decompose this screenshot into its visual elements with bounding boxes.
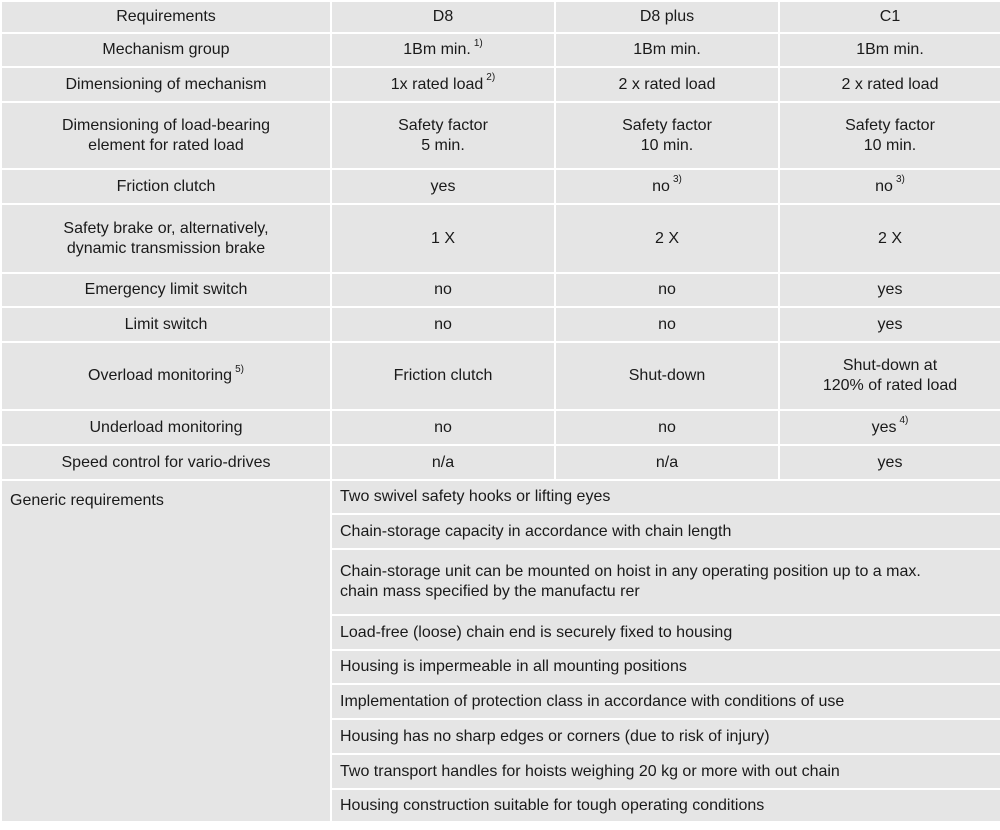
d8-plus-cell <box>555 307 779 342</box>
header-c1: C1 <box>779 1 1000 33</box>
cell-line <box>560 174 774 197</box>
row-label-cell <box>1 33 331 67</box>
d8-cell <box>331 204 555 273</box>
cell-line: 2 x rated load <box>841 75 939 93</box>
cell-line: 1 X <box>430 229 455 247</box>
cell-line: Two transport handles for hoists weighing 20 kg or more with out chain <box>340 762 840 780</box>
d8-plus-cell <box>555 342 779 410</box>
table-row <box>1 33 1000 67</box>
row-label-cell <box>1 67 331 102</box>
table-row <box>1 273 1000 307</box>
cell-line: no <box>658 281 676 298</box>
row-label-cell <box>1 410 331 445</box>
footnote-marker: 3) <box>895 174 905 186</box>
cell-line: Mechanism group <box>102 41 230 58</box>
row-label-cell <box>1 342 331 410</box>
cell-line: Shut-down at <box>842 357 938 374</box>
cell-line: no <box>434 315 452 333</box>
cell-line: Load-free (loose) chain end is securely fixed to housing <box>340 623 733 641</box>
cell-line: Housing is impermeable in all mounting positions <box>340 658 687 675</box>
header-d8: D8 <box>331 1 555 33</box>
footnote-marker: 5) <box>235 363 244 375</box>
generic-requirement-item <box>331 754 1000 789</box>
cell-line: yes <box>877 281 903 298</box>
d8-plus-cell <box>555 273 779 307</box>
header-row <box>1 1 1000 33</box>
cell-line: yes <box>430 177 456 195</box>
row-label-cell <box>1 307 331 342</box>
generic-requirement-item <box>331 684 1000 719</box>
d8-plus-cell <box>555 169 779 204</box>
cell-line <box>336 72 550 95</box>
table-row <box>1 445 1000 480</box>
footnote-marker: 2) <box>486 72 496 84</box>
cell-line: 120% of rated load <box>822 377 958 394</box>
cell-line: no <box>658 315 676 333</box>
cell-line: dynamic transmission brake <box>66 239 266 257</box>
cell-line: Speed control for vario-drives <box>61 453 271 471</box>
cell-line: Implementation of protection class in accordance with conditions of use <box>340 692 845 710</box>
d8-plus-cell <box>555 204 779 273</box>
cell-line: Housing has no sharp edges or corners (due to risk of injury) <box>340 727 770 745</box>
d8-cell <box>331 342 555 410</box>
cell-line <box>784 415 996 438</box>
table-row <box>1 410 1000 445</box>
row-label-cell <box>1 273 331 307</box>
c1-cell <box>779 67 1000 102</box>
cell-line: Safety brake or, alternatively, <box>63 219 269 237</box>
c1-cell <box>779 410 1000 445</box>
d8-cell <box>331 33 555 67</box>
c1-cell <box>779 204 1000 273</box>
c1-cell <box>779 307 1000 342</box>
footnote-marker: 4) <box>899 415 909 427</box>
cell-line: Dimensioning of mechanism <box>65 75 267 93</box>
generic-requirement-item <box>331 789 1000 822</box>
cell-line <box>336 37 550 60</box>
cell-text: no <box>875 177 893 195</box>
cell-text: yes <box>871 418 897 436</box>
c1-cell <box>779 102 1000 169</box>
table-row <box>1 204 1000 273</box>
d8-plus-cell <box>555 445 779 480</box>
d8-cell <box>331 445 555 480</box>
cell-text: 1Bm min. <box>403 41 471 58</box>
cell-line: no <box>658 418 676 436</box>
generic-requirement-item <box>331 549 1000 615</box>
cell-text: Overload monitoring <box>88 367 233 384</box>
cell-line: 1Bm min. <box>856 41 924 58</box>
c1-cell <box>779 342 1000 410</box>
generic-requirement-item <box>331 514 1000 549</box>
row-label-cell <box>1 204 331 273</box>
cell-line: Emergency limit switch <box>84 281 248 298</box>
generic-requirements-label: Generic requirements <box>1 480 331 822</box>
d8-plus-cell <box>555 410 779 445</box>
generic-requirement-item <box>331 615 1000 650</box>
cell-line: 2 x rated load <box>618 75 716 93</box>
cell-line <box>784 174 996 197</box>
d8-plus-cell <box>555 102 779 169</box>
d8-cell <box>331 273 555 307</box>
c1-cell <box>779 273 1000 307</box>
table-row <box>1 342 1000 410</box>
cell-line: Shut-down <box>628 367 706 384</box>
header-d8-plus: D8 plus <box>555 1 779 33</box>
c1-cell <box>779 33 1000 67</box>
cell-line: 1Bm min. <box>633 41 701 58</box>
d8-cell <box>331 102 555 169</box>
generic-row <box>1 480 1000 514</box>
footnote-marker: 1) <box>473 37 483 49</box>
cell-text: 1x rated load <box>390 75 484 93</box>
cell-line: no <box>434 281 452 298</box>
cell-line: Safety factor <box>622 116 712 134</box>
c1-cell <box>779 169 1000 204</box>
d8-cell <box>331 169 555 204</box>
cell-line: Friction clutch <box>116 177 216 195</box>
cell-line: yes <box>877 453 903 471</box>
cell-line: 2 X <box>654 229 679 247</box>
cell-line: n/a <box>431 453 455 471</box>
header-requirements: Requirements <box>1 1 331 33</box>
table-row <box>1 102 1000 169</box>
generic-requirement-item <box>331 650 1000 684</box>
cell-line: no <box>434 418 452 436</box>
cell-line: Housing construction suitable for tough operating conditions <box>340 796 765 814</box>
cell-line: Two swivel safety hooks or lifting eyes <box>340 488 611 505</box>
cell-line: Safety factor <box>398 116 488 134</box>
generic-requirement-item <box>331 719 1000 754</box>
generic-requirement-item <box>331 480 1000 514</box>
d8-plus-cell <box>555 33 779 67</box>
footnote-marker: 3) <box>672 174 682 186</box>
cell-line: 2 X <box>877 229 902 247</box>
d8-plus-cell <box>555 67 779 102</box>
d8-cell <box>331 410 555 445</box>
cell-line <box>6 363 326 386</box>
cell-line: chain mass specified by the manufactu rer <box>340 583 640 600</box>
cell-line: element for rated load <box>88 136 244 154</box>
cell-line: Chain-storage unit can be mounted on hoist in any operating position up to a max. <box>340 563 921 580</box>
cell-line: Friction clutch <box>393 367 493 384</box>
table-row <box>1 67 1000 102</box>
cell-line: 10 min. <box>863 136 917 154</box>
cell-line: Limit switch <box>124 315 208 333</box>
row-label-cell <box>1 445 331 480</box>
cell-line: 5 min. <box>421 136 465 154</box>
d8-cell <box>331 307 555 342</box>
cell-text: no <box>652 177 670 195</box>
table-row <box>1 307 1000 342</box>
table-row <box>1 169 1000 204</box>
c1-cell <box>779 445 1000 480</box>
cell-line: yes <box>877 315 903 333</box>
cell-line: Chain-storage capacity in accordance with chain length <box>340 522 732 540</box>
d8-cell <box>331 67 555 102</box>
cell-line: n/a <box>655 453 679 471</box>
row-label-cell <box>1 102 331 169</box>
cell-line: Dimensioning of load-bearing <box>61 116 271 134</box>
row-label-cell <box>1 169 331 204</box>
cell-line: Underload monitoring <box>89 418 243 436</box>
cell-line: Safety factor <box>845 116 935 134</box>
cell-line: 10 min. <box>640 136 694 154</box>
